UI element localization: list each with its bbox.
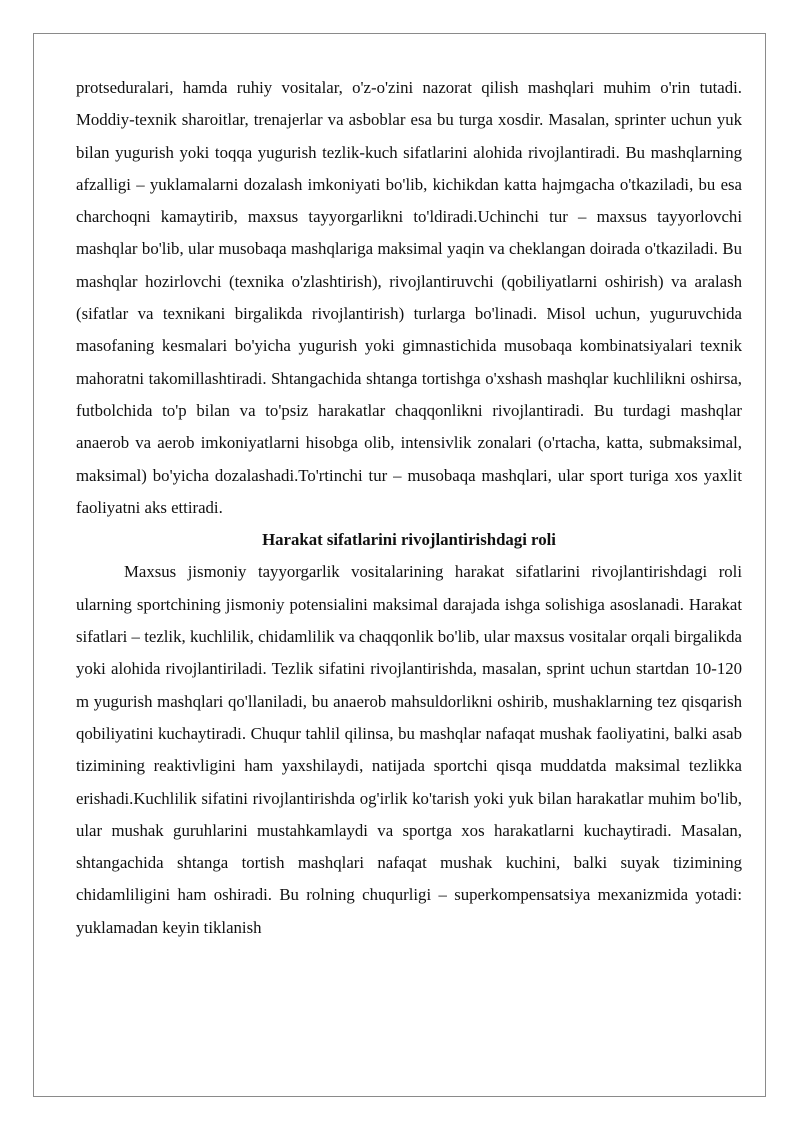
- body-paragraph: protseduralari, hamda ruhiy vositalar, o'z-o'zini nazorat qilish mashqlari muhim o'rin tutadi. Moddiy-texnik sharoitlar, trenajerlar va asboblar esa bu turga xosdir. Masalan, sprinter uchun yuk bilan yugurish yoki toqqa yugurish tezlik-kuch sifatlarini alohida rivojlantiradi. Bu mashqlarning afzalligi – yuklamalarni dozalash imkoniyati bo'lib, kichikdan katta hajmgacha o'tkaziladi, bu esa charchoqni kamaytirib, maxsus tayyorgarlikni to'ldiradi.Uchinchi tur – maxsus tayyorlovchi mashqlar bo'lib, ular musobaqa mashqlariga maksimal yaqin va cheklangan doirada o'tkaziladi. Bu mashqlar hozirlovchi (texnika o'zlashtirish), rivojlantiruvchi (qobiliyatlarni oshirish) va aralash (sifatlar va texnikani birgalikda rivojlantirish) turlarga bo'linadi. Misol uchun, yuguruvchida masofaning kesmalari bo'yicha yugurish yoki gimnastichida musobaqa kombinatsiyalari texnik mahoratni takomillashtiradi. Shtangachida shtanga tortishga o'xshash mashqlar kuchlilikni oshirsa, futbolchida to'p bilan va to'psiz harakatlar chaqqonlikni rivojlantiradi. Bu turdagi mashqlar anaerob va aerob imkoniyatlarni hisobga olib, intensivlik zonalari (o'rtacha, katta, submaksimal, maksimal) bo'yicha dozalashadi.To'rtinchi tur – musobaqa mashqlari, ular sport turiga xos yaxlit faoliyatni aks ettiradi.: [76, 78, 742, 517]
- section-heading: Harakat sifatlarini rivojlantirishdagi roli: [262, 530, 556, 550]
- body-paragraph: Maxsus jismoniy tayyorgarlik vositalarining harakat sifatlarini rivojlantirishdagi roli ularning sportchining jismoniy potensialini maksimal darajada ishga solishiga asoslanadi. Harakat sifatlari – tezlik, kuchlilik, chidamlilik va chaqqonlik bo'lib, ular maxsus vositalar orqali birgalikda yoki alohida rivojlantiriladi. Tezlik sifatini rivojlantirishda, masalan, sprint uchun startdan 10-120 m yugurish mashqlari qo'llaniladi, bu anaerob mahsuldorlikni oshirib, mushaklarning tez qisqarish qobiliyatini kuchaytiradi. Chuqur tahlil qilinsa, bu mashqlar nafaqat mushak faoliyatini, balki asab tizimining reaktivligini ham yaxshilaydi, natijada sportchi qisqa muddatda maksimal tezlikka erishadi.Kuchlilik sifatini rivojlantirishda og'irlik ko'tarish yoki yuk bilan harakatlar muhim bo'lib, ular mushak guruhlarini mustahkamlaydi va sportga xos harakatlarni kuchaytiradi. Masalan, shtangachida shtanga tortish mashqlari nafaqat mushak kuchini, balki suyak tizimining chidamliligini ham oshiradi. Bu rolning chuqurligi – superkompensatsiya mexanizmida yotadi: yuklamadan keyin tiklanish: [76, 562, 742, 937]
- document-body: [76, 72, 742, 944]
